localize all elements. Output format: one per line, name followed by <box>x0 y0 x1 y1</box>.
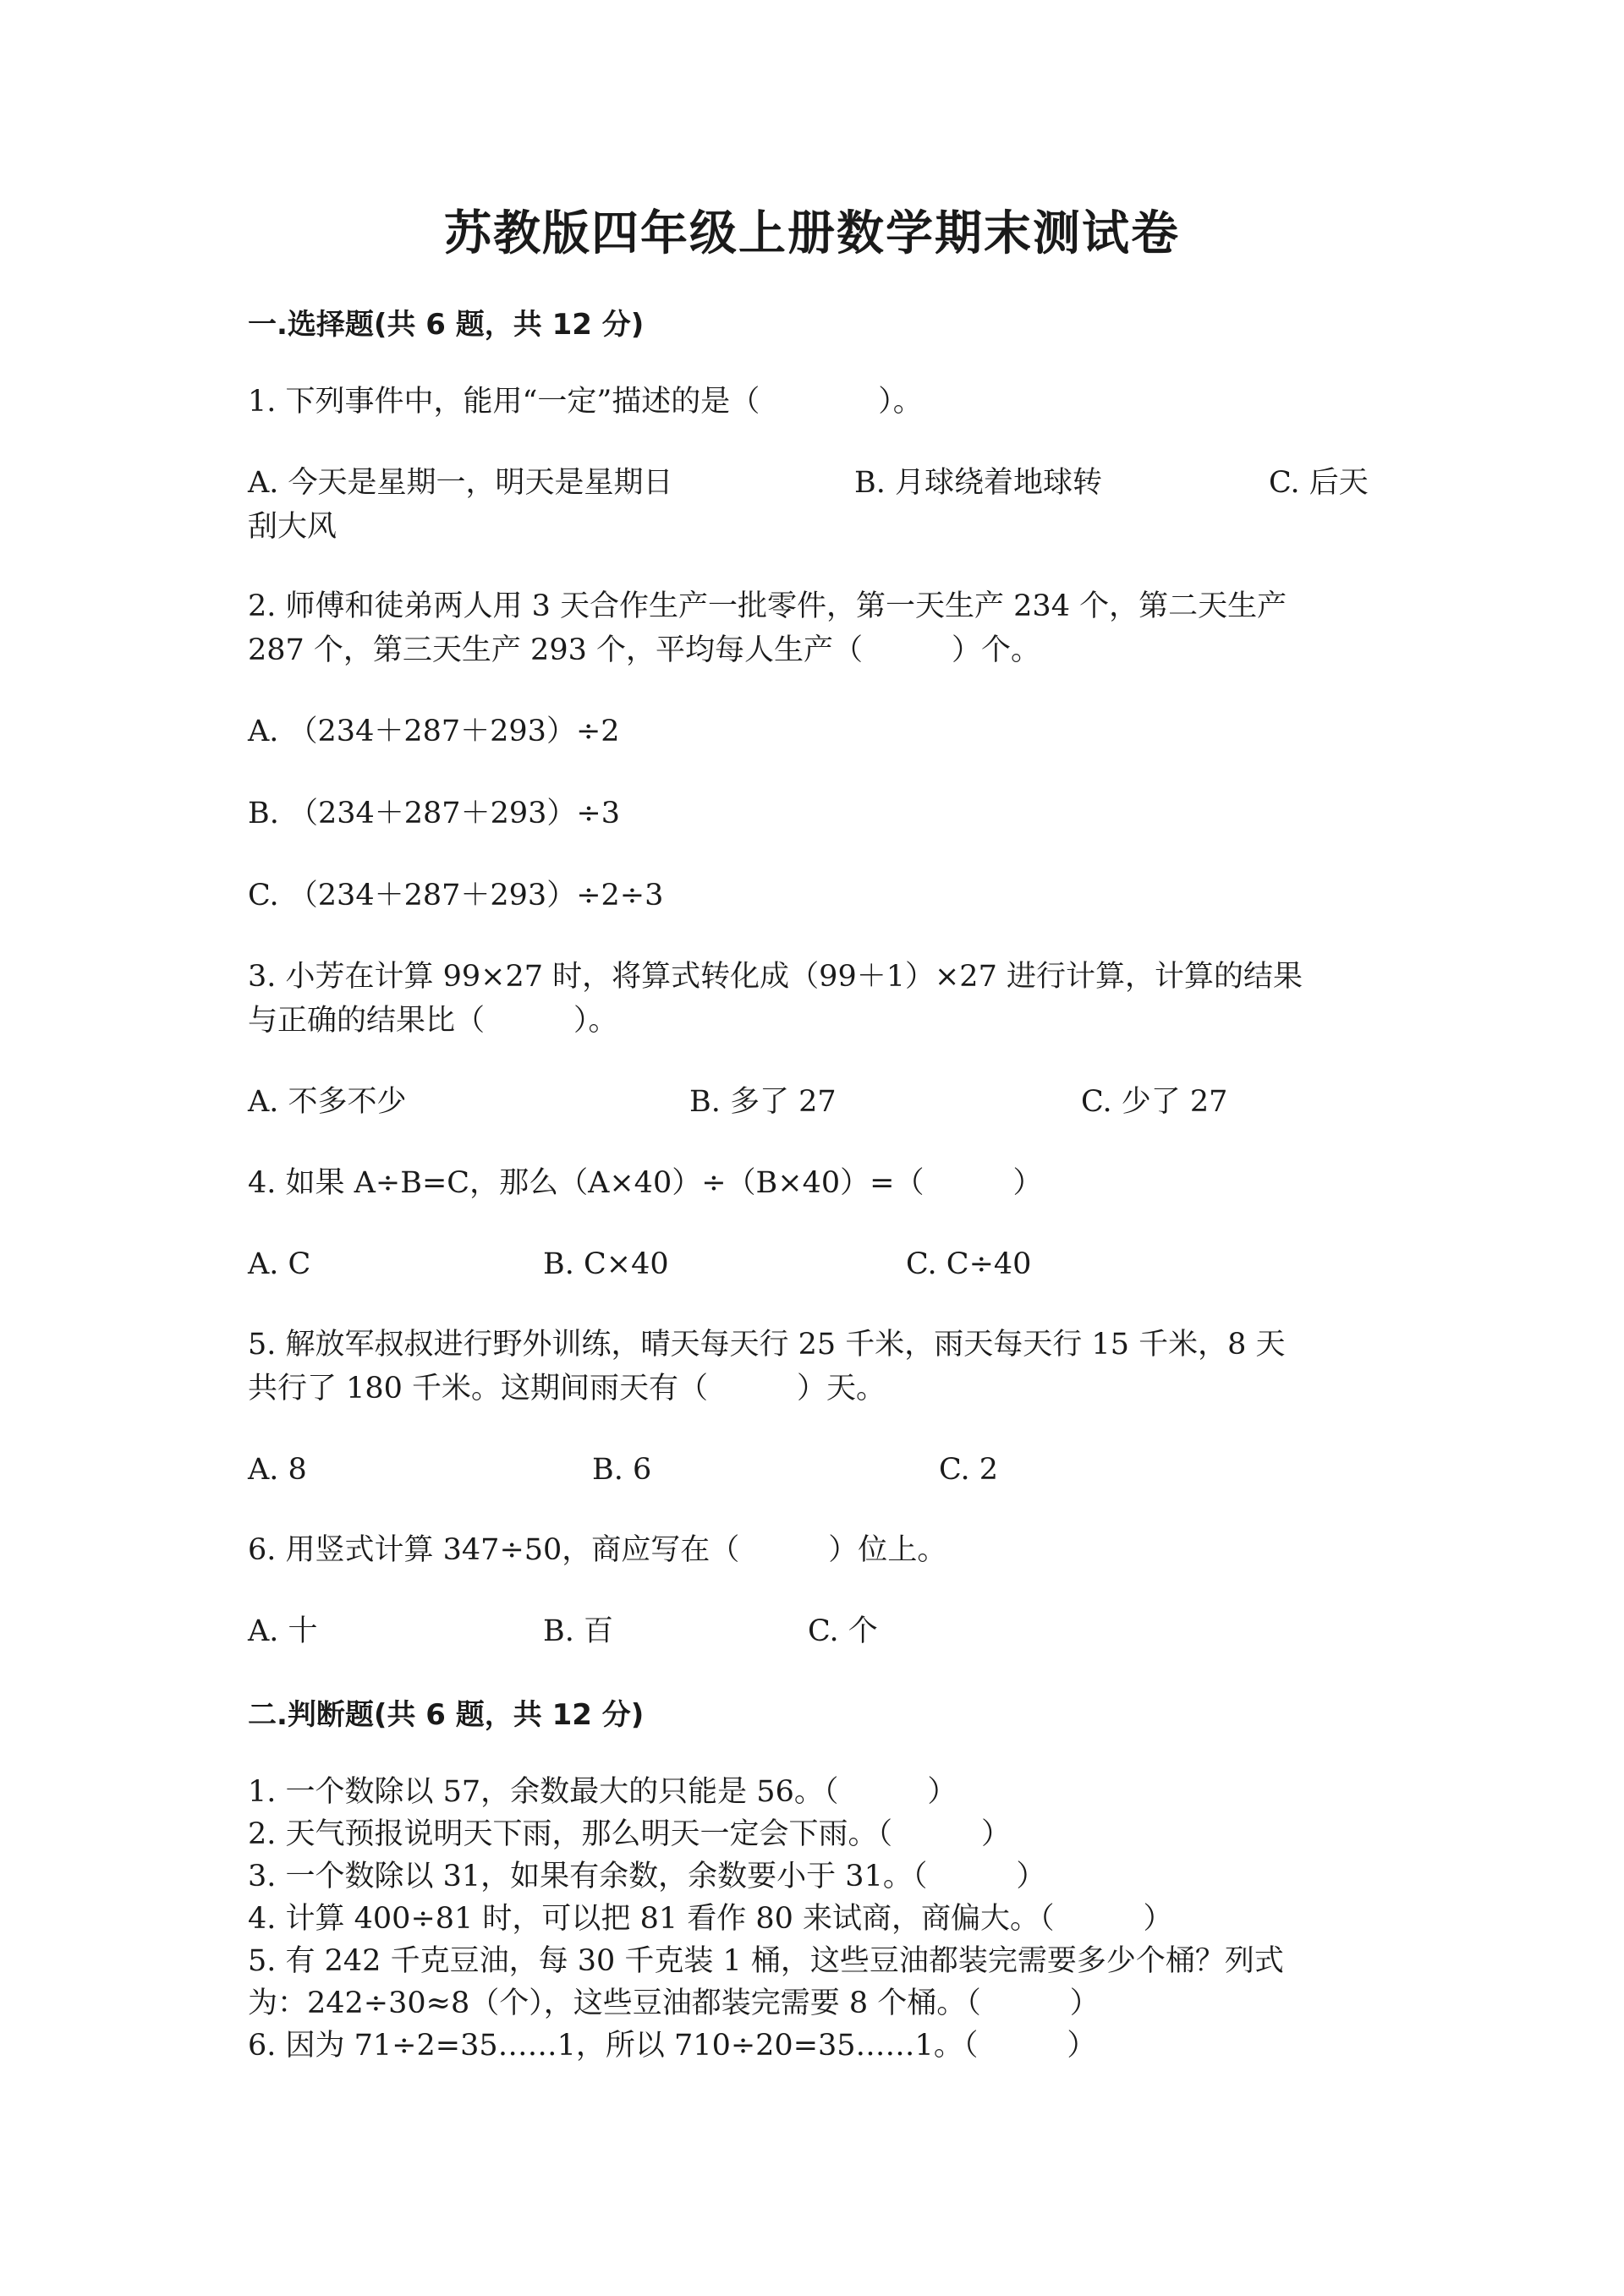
question-2-option-c: C. （234＋287＋293）÷2÷3 <box>248 879 664 912</box>
judgement-item-5-line-2: 为：242÷30≈8（个），这些豆油都装完需要 8 个桶。（ ） <box>248 1986 1100 2020</box>
question-4-option-a: A. C <box>248 1247 311 1281</box>
question-1-stem: 1. 下列事件中，能用“一定”描述的是（ ）。 <box>248 385 923 419</box>
question-6-stem: 6. 用竖式计算 347÷50，商应写在（ ）位上。 <box>248 1533 947 1567</box>
question-3-stem-line-1: 3. 小芳在计算 99×27 时，将算式转化成（99＋1）×27 进行计算，计算的结果 <box>248 960 1303 994</box>
question-2-option-a: A. （234＋287＋293）÷2 <box>248 715 620 748</box>
question-5-stem-line-2: 共行了 180 千米。这期间雨天有（ ）天。 <box>248 1372 886 1406</box>
question-1-option-c-wrap: 刮大风 <box>248 510 337 544</box>
question-5-option-c: C. 2 <box>939 1453 999 1487</box>
question-4-option-b: B. C×40 <box>543 1247 669 1281</box>
judgement-item-3: 3. 一个数除以 31，如果有余数，余数要小于 31。（ ） <box>248 1860 1046 1893</box>
judgement-item-1: 1. 一个数除以 57，余数最大的只能是 56。（ ） <box>248 1775 957 1809</box>
question-2-option-b: B. （234＋287＋293）÷3 <box>248 797 620 830</box>
section-heading-multiple-choice: 一.选择题(共 6 题，共 12 分) <box>248 308 645 342</box>
question-5-option-b: B. 6 <box>592 1453 652 1487</box>
question-1-option-b: B. 月球绕着地球转 <box>854 466 1102 500</box>
question-4-option-c: C. C÷40 <box>906 1247 1032 1281</box>
question-2-stem-line-2: 287 个，第三天生产 293 个，平均每人生产（ ）个。 <box>248 633 1040 667</box>
question-3-option-a: A. 不多不少 <box>248 1085 407 1119</box>
question-1-option-c: C. 后天 <box>1269 466 1369 500</box>
question-2-stem-line-1: 2. 师傅和徒弟两人用 3 天合作生产一批零件，第一天生产 234 个，第二天生产 <box>248 589 1287 623</box>
section-heading-true-false: 二.判断题(共 6 题，共 12 分) <box>248 1698 645 1732</box>
question-5-stem-line-1: 5. 解放军叔叔进行野外训练，晴天每天行 25 千米，雨天每天行 15 千米，8 天 <box>248 1328 1286 1362</box>
question-3-option-c: C. 少了 27 <box>1081 1085 1228 1119</box>
question-3-stem-line-2: 与正确的结果比（ ）。 <box>248 1004 618 1038</box>
judgement-item-2: 2. 天气预报说明天下雨，那么明天一定会下雨。（ ） <box>248 1817 1012 1851</box>
question-6-option-b: B. 百 <box>543 1614 613 1648</box>
judgement-item-5-line-1: 5. 有 242 千克豆油，每 30 千克装 1 桶，这些豆油都装完需要多少个桶？列式 <box>248 1944 1284 1978</box>
page-title: 苏教版四年级上册数学期末测试卷 <box>444 206 1180 261</box>
judgement-item-4: 4. 计算 400÷81 时，可以把 81 看作 80 来试商，商偏大。（ ） <box>248 1902 1173 1936</box>
judgement-item-6: 6. 因为 71÷2=35……1，所以 710÷20=35……1。（ ） <box>248 2029 1097 2063</box>
question-6-option-c: C. 个 <box>808 1614 878 1648</box>
question-4-stem: 4. 如果 A÷B=C，那么（A×40）÷（B×40）=（ ） <box>248 1166 1043 1200</box>
question-6-option-a: A. 十 <box>248 1614 318 1648</box>
question-3-option-b: B. 多了 27 <box>689 1085 837 1119</box>
question-5-option-a: A. 8 <box>248 1453 307 1487</box>
question-1-option-a: A. 今天是星期一，明天是星期日 <box>248 466 673 500</box>
